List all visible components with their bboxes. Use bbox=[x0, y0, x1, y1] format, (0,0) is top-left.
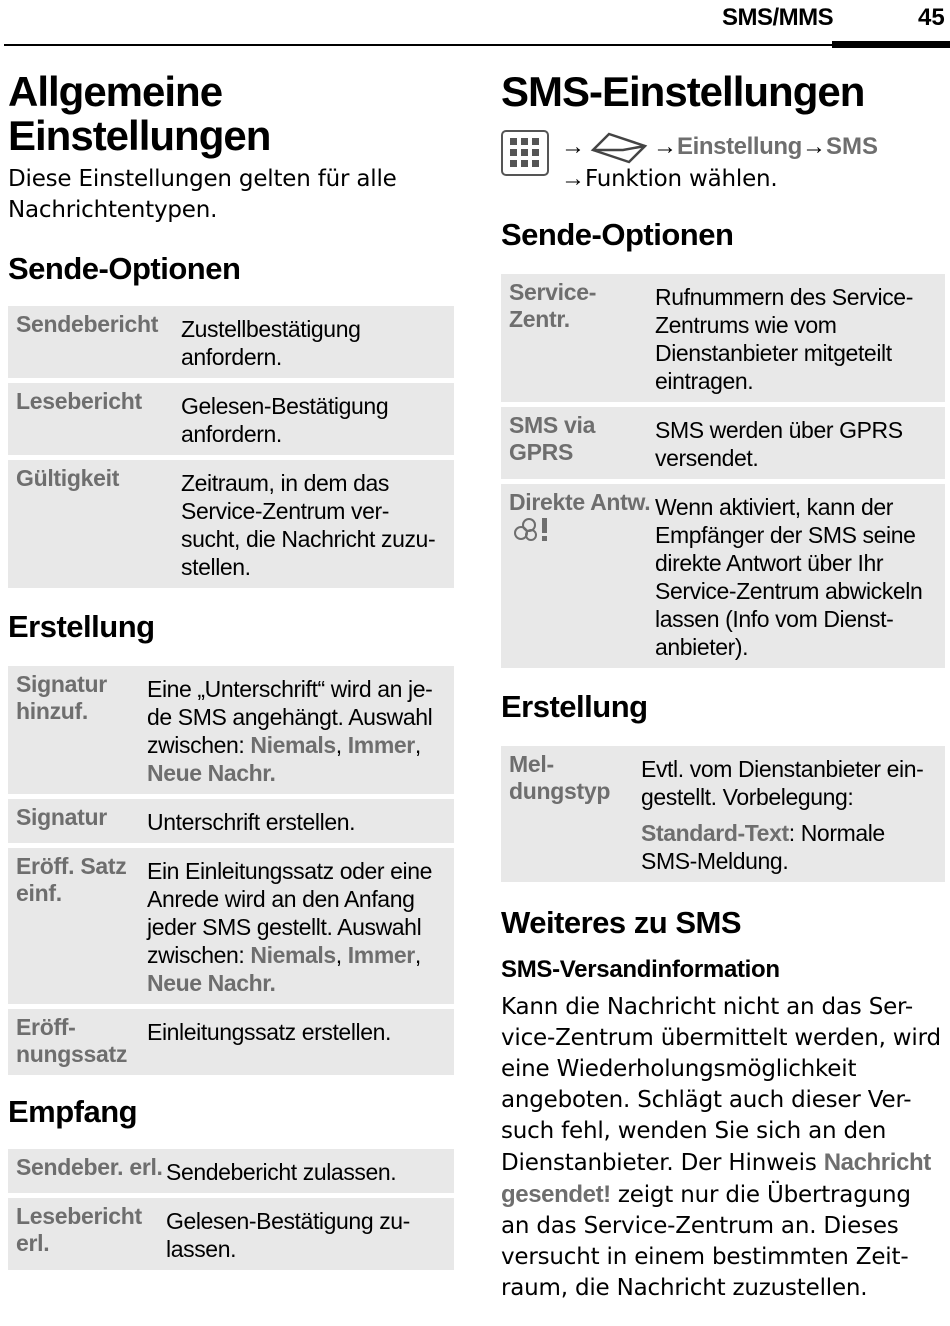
table-row: Eröff. Satz einf. Ein Einleitungssatz oder eine Anrede wird an den Anfang jeder SMS gestellt. Auswahl zwischen: Niemals, Immer, Neue Nachr. bbox=[8, 848, 454, 1009]
page-number-bar bbox=[832, 41, 950, 48]
receive-heading: Empfang bbox=[8, 1094, 138, 1129]
send-options-table bbox=[8, 306, 454, 588]
arrow-right-icon: → bbox=[561, 165, 585, 192]
menu-grid-icon bbox=[501, 130, 549, 176]
sms-send-options-table bbox=[501, 274, 945, 668]
network-dependent-icon bbox=[509, 516, 551, 548]
right-column bbox=[501, 70, 945, 1304]
section-title: SMS/MMS bbox=[722, 4, 834, 31]
sms-create-heading: Erstellung bbox=[501, 689, 648, 724]
table-row: Eröff-nungssatz Einleitungssatz erstellen. bbox=[16, 1014, 392, 1067]
table-row: Signatur hinzuf. Eine „Unterschrift“ wird an je-de SMS angehängt. Auswahl zwischen: Niemals, Immer, Neue Nachr. bbox=[8, 666, 454, 799]
menu-path-text bbox=[561, 130, 878, 194]
header-rule bbox=[4, 44, 950, 46]
sms-dispatch-info-heading: SMS-Versandinformation bbox=[501, 956, 780, 983]
table-row: Gültigkeit Zeitraum, in dem das Service-Zentrum ver-sucht, die Nachricht zuzu-stellen. bbox=[16, 465, 436, 580]
send-options-heading: Sende-Optionen bbox=[8, 251, 241, 286]
sms-settings-title: SMS-Einstellungen bbox=[501, 68, 865, 115]
page-number: 45 bbox=[918, 4, 945, 31]
table-row: Mel-dungstyp Evtl. vom Dienstanbieter ein-gestellt. Vorbelegung: Standard-Text: Normale SMS-Meldung. bbox=[509, 751, 924, 874]
page-header bbox=[0, 0, 950, 50]
arrow-right-icon: → bbox=[561, 133, 585, 160]
table-row: Sendebericht Zustellbestätigung anfordern. bbox=[8, 306, 454, 383]
sms-create-table bbox=[501, 746, 945, 882]
arrow-right-icon: → bbox=[653, 133, 677, 160]
table-row: Lesebericht erl. Gelesen-Bestätigung zu-lassen. bbox=[16, 1203, 410, 1262]
table-row: Service-Zentr. Rufnummern des Service-Zentrums wie vom Dienstanbieter mitgeteilt eintragen. bbox=[501, 274, 945, 407]
left-column bbox=[8, 70, 454, 1270]
table-row: Direkte Antw. Wenn aktiviert, kann der Empfänger der SMS seine direkte Antwort über Ihr Service-Zentrum abwickeln lassen (Info vom Dienst-anbieter). bbox=[509, 489, 923, 660]
table-row: Lesebericht Gelesen-Bestätigung anfordern. bbox=[8, 383, 454, 460]
sms-send-options-heading: Sende-Optionen bbox=[501, 217, 734, 252]
arrow-right-icon: → bbox=[801, 133, 826, 160]
table-row: SMS via GPRS SMS werden über GPRS versendet. bbox=[501, 407, 945, 484]
menu-step-function: Funktion wählen. bbox=[585, 165, 778, 192]
more-sms-heading: Weiteres zu SMS bbox=[501, 905, 742, 940]
receive-table bbox=[8, 1149, 454, 1270]
intro-text: Diese Einstellungen gelten für alle Nachrichtentypen. bbox=[8, 166, 397, 223]
menu-path bbox=[501, 130, 945, 194]
page-title: Allgemeine Einstellungen bbox=[8, 68, 271, 159]
envelope-icon bbox=[589, 130, 649, 164]
menu-step-sms: SMS bbox=[825, 133, 878, 160]
create-table bbox=[8, 666, 454, 1075]
sms-dispatch-info-text: Kann die Nachricht nicht an das Ser-vice-Zentrum übermittelt werden, wird eine Wiederholungsmöglichkeit angeboten. Schlägt auch dieser Ver-such fehl, wenden Sie sich an den Dienstanbieter. Der Hinweis Nachricht gesendet! zeigt nur die Übertragung an das Service-Zentrum an. Dieses versucht in einem bestimmten Zeit-raum, die Nachricht zuzustellen. bbox=[501, 994, 941, 1301]
create-heading: Erstellung bbox=[8, 609, 155, 644]
table-row: Sendeber. erl. Sendebericht zulassen. bbox=[8, 1149, 454, 1198]
table-row: Signatur Unterschrift erstellen. bbox=[8, 799, 454, 848]
menu-step-einstellung: Einstellung bbox=[677, 133, 802, 160]
